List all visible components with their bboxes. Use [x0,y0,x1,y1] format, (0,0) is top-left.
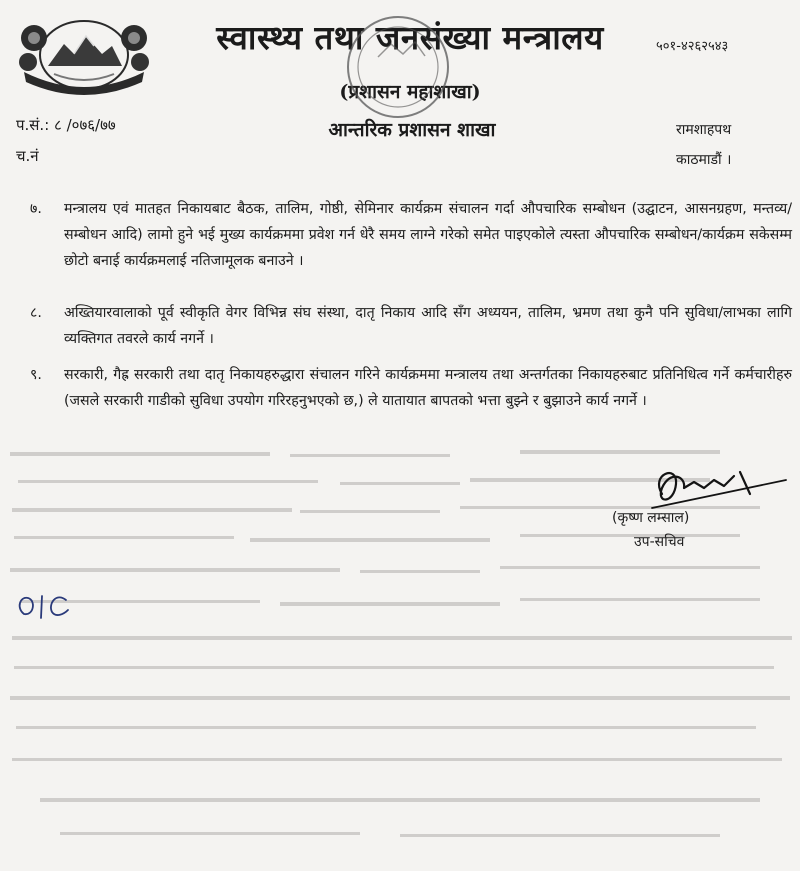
address-line-2: काठमाडौं । [676,152,732,168]
item-text: मन्त्रालय एवं मातहत निकायबाट बैठक, तालिम, गोष्ठी, सेमिनार कार्यक्रम संचालन गर्दा औपचारिक सम्बोधन (उद्घाटन, आसनग्रहण, मन्तव्य/सम्बोधन आदि) लामो हुने भई मुख्य कार्यक्रममा प्रवेश गर्न धेरै समय लाग्ने गरेको समेत पाइएकोले त्यस्ता औपचारिक सम्बोधन/कार्यक्रम सकेसम्म छोटो बनाई कार्यक्रमलाई नतिजामूलक बनाउने । [64,201,792,269]
official-stamp [343,12,453,122]
nepal-emblem-logo [14,10,154,96]
item-number: ८. [30,305,42,321]
section-name: आन्तरिक प्रशासन शाखा [328,119,496,141]
item-number: ९. [30,367,42,383]
phone-number: ५०१-४२६२५४३ [656,39,729,54]
division-name: (प्रशासन महाशाखा) [339,81,481,103]
handwritten-oic-note [14,584,74,626]
signatory-name: (कृष्ण लम्साल) [612,510,690,526]
chalani-number: च.नं [16,147,39,165]
ministry-title: स्वास्थ्य तथा जनसंख्या मन्त्रालय [216,18,604,57]
item-number: ७. [30,201,42,217]
item-text: सरकारी, गैह्र सरकारी तथा दातृ निकायहरुद्धारा संचालन गरिने कार्यक्रममा मन्त्रालय तथा अन्तर्गतका निकायहरुबाट प्रतिनिधित्व गर्ने कर्मचारीहरु (जसले सरकारी गाडीको सुविधा उपयोग गरिरहनुभएको छ,) ले यातायात बापतको भत्ता बुझ्ने र बुझाउने कार्य नगर्ने । [64,367,792,409]
signatory-title: उप-सचिव [634,534,685,550]
patra-sankhya: प.सं.: ८ /०७६/७७ [16,116,116,134]
address-line-1: रामशाहपथ [676,122,732,138]
item-text: अख्तियारवालाको पूर्व स्वीकृति वेगर विभिन्न संघ संस्था, दातृ निकाय आदि सँग अध्ययन, तालिम, भ्रमण तथा कुनै पनि सुविधा/लाभका लागि व्यक्तिगत तवरले कार्य नगर्ने । [64,305,792,347]
